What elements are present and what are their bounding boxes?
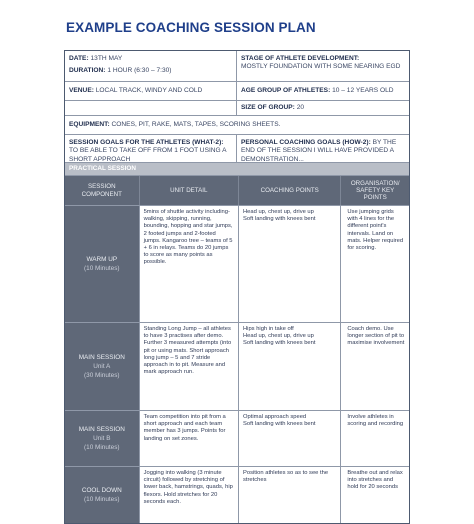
date-value: 13TH MAY [90, 55, 123, 62]
component-name: COOL DOWN [81, 487, 122, 494]
venue-value: LOCAL TRACK, WINDY AND COLD [95, 87, 203, 94]
header-organisation: ORGANISATION/ SAFETY KEY POINTS [340, 176, 409, 205]
component-time: (30 Minutes) [84, 372, 120, 379]
unit-detail-cell: Standing Long Jump – all athletes to have 3 practises after demo. Further 3 measured attempts (into pit or using mats. Short approach long jump – 5 and 7 stride approach in to pit. Measure and mark approach run. [139, 323, 238, 410]
table-row [65, 323, 409, 411]
equipment-value: CONES, PIT, RAKE, MATS, TAPES, SCORING SHEETS. [111, 121, 281, 128]
practical-section-header [65, 163, 409, 176]
coaching-points-cell: Optimal approach speed Soft landing with knees bent [238, 411, 340, 466]
size-label: SIZE OF GROUP: [241, 104, 295, 111]
coaching-points-cell: Position athletes so as to see the stretches [238, 467, 340, 523]
unit-detail-cell: Jogging into walking (3 minute circuit) followed by stretching of lower back, hamstrings, quads, hip flexors. Hold stretches for 20 seconds each. [139, 467, 238, 523]
session-goals-label: SESSION GOALS FOR THE ATHLETES (WHAT-2): [69, 139, 224, 146]
session-goals-cell [65, 135, 236, 162]
info-row-equipment [65, 116, 409, 135]
component-name: MAIN SESSION [78, 354, 125, 361]
venue-cell [65, 82, 236, 100]
stage-label: STAGE OF ATHLETE DEVELOPMENT: [241, 55, 360, 62]
component-cell [65, 411, 139, 466]
header-component: SESSION COMPONENT [81, 183, 122, 198]
table-row [65, 467, 409, 523]
personal-goals-label: PERSONAL COACHING GOALS (HOW-2): [241, 139, 371, 146]
document-title: EXAMPLE COACHING SESSION PLAN [66, 20, 316, 35]
venue-label: VENUE: [69, 87, 94, 94]
component-name: WARM UP [86, 256, 118, 263]
date-duration-cell [65, 51, 236, 81]
personal-goals-cell [236, 135, 409, 162]
unit-detail-cell: Team competition into pit from a short approach and each team member has 3 jumps. Points for landing on set zones. [139, 411, 238, 466]
coaching-points-cell: Head up, chest up, drive up Soft landing with knees bent [238, 206, 340, 322]
component-unit: Unit B [93, 435, 111, 442]
organisation-cell: Coach demo. Use longer section of pit to maximise involvement [340, 323, 409, 410]
info-row-goals [65, 135, 409, 163]
duration-value: 1 HOUR (6:30 – 7:30) [107, 67, 172, 75]
age-value: 10 – 12 YEARS OLD [332, 87, 394, 94]
component-time: (10 Minutes) [84, 444, 120, 451]
age-label: AGE GROUP OF ATHLETES: [241, 87, 331, 94]
stage-value: MOSTLY FOUNDATION WITH SOME NEARING EGD [241, 63, 401, 71]
size-value: 20 [296, 104, 305, 111]
personal-goals-value: BY THE END OF THE SESSION I WILL HAVE PROVIDED A DEMONSTRATION... [241, 139, 397, 162]
practical-column-headers [65, 176, 409, 206]
component-time: (10 Minutes) [84, 265, 120, 272]
table-row [65, 206, 409, 323]
session-goals-value: TO BE ABLE TO TAKE OFF FROM 1 FOOT USING A SHORT APPROACH [69, 147, 227, 162]
organisation-cell: Breathe out and relax into stretches and hold for 20 seconds [340, 467, 409, 523]
info-row-date-stage [65, 51, 409, 82]
info-row-size [65, 101, 409, 116]
component-cell [65, 206, 139, 322]
coaching-points-cell: Hips high in take off Head up, chest up, drive up Soft landing with knees bent [238, 323, 340, 410]
component-name: MAIN SESSION [78, 426, 125, 433]
header-unit-detail: UNIT DETAIL [139, 176, 238, 205]
organisation-cell: Use jumping grids with 4 lines for the different point's intervals. Land on mats. Helper required for scoring. [340, 206, 409, 322]
organisation-cell: Involve athletes in scoring and recording [340, 411, 409, 466]
practical-section-label: PRACTICAL SESSION [69, 165, 136, 172]
component-cell [65, 467, 139, 523]
duration-label: DURATION: [69, 67, 106, 75]
equipment-cell [65, 116, 409, 134]
empty-cell [65, 101, 236, 115]
equipment-label: EQUIPMENT: [69, 121, 110, 128]
unit-detail-cell: 5mins of shuttle activity including- walking, skipping, running, bounding, hopping and star jumps, 2 footed jumps and 2-footed jumps. Kangaroo tree – teams of 5 + 6 in relays. Teams do 20 jumps to score as many points as possible. [139, 206, 238, 322]
size-cell [236, 101, 409, 115]
header-coaching-points: COACHING POINTS [238, 176, 340, 205]
component-unit: Unit A [93, 363, 111, 370]
table-row [65, 411, 409, 467]
component-time: (10 Minutes) [84, 496, 120, 503]
info-row-venue-age [65, 82, 409, 101]
component-cell [65, 323, 139, 410]
session-plan-table [64, 50, 410, 524]
date-label: DATE: [69, 55, 89, 62]
stage-cell [236, 51, 409, 81]
age-cell [236, 82, 409, 100]
